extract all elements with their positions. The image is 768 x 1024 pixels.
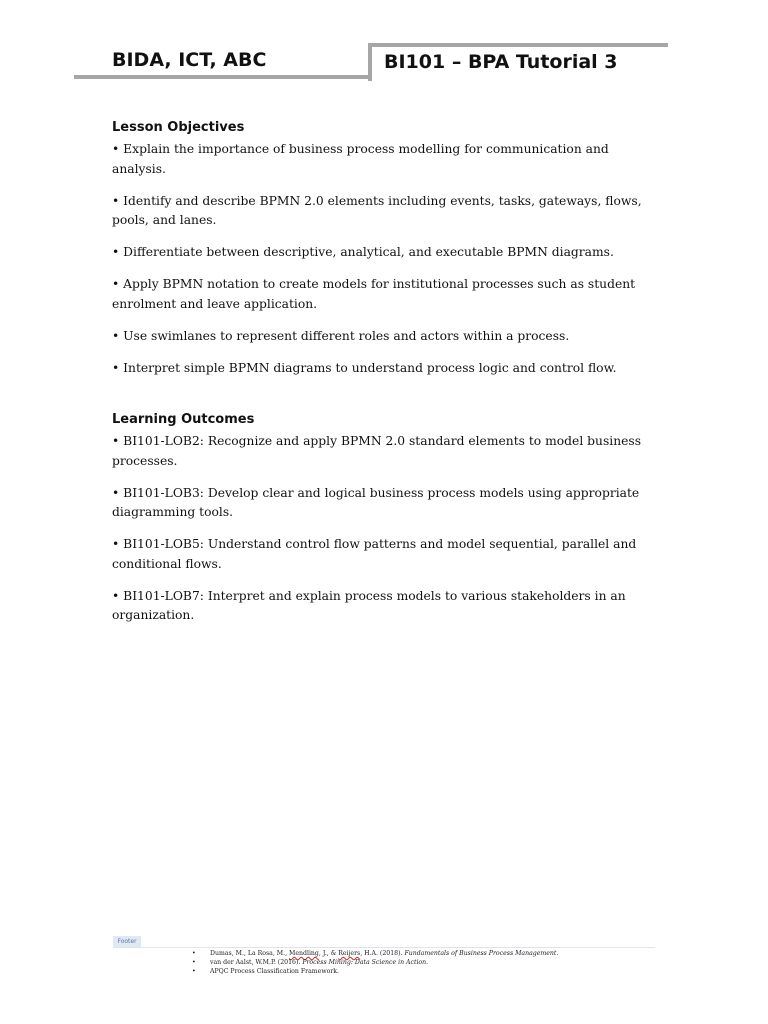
lesson-objectives-heading: Lesson Objectives [112,120,245,135]
outcome-item: • BI101-LOB5: Understand control flow patterns and model sequential, parallel and conditional flows. [112,537,637,571]
bullet: • [192,959,196,966]
ref1-authors-c: , J., & [318,950,339,957]
learning-outcomes-section [112,411,652,638]
ref3-text: APQC Process Classification Framework. [210,968,340,975]
header-left-title: BIDA, ICT, ABC [112,49,267,71]
ref1-author-mendling: Mendling [289,950,319,957]
ref2-authors: van der Aalst, W.M.P. (2016). [210,959,303,966]
reference-item [192,967,558,976]
learning-outcomes-heading: Learning Outcomes [112,412,255,427]
objective-item: • Apply BPMN notation to create models for institutional processes such as student enrolment and leave application. [112,277,636,311]
outcome-item: • BI101-LOB7: Interpret and explain process models to various stakeholders in an organization. [112,588,626,622]
footer-tag[interactable]: Footer [113,936,141,948]
ref1-author-reijers: Reijers [338,950,361,957]
bullet: • [192,950,196,957]
header-right-title: BI101 – BPA Tutorial 3 [384,51,618,73]
header-right-cell [368,43,668,81]
ref2-title: Process Mining: Data Science in Action. [302,959,429,966]
header-left-cell [74,43,368,79]
lesson-objectives-section [112,119,652,391]
outcome-item: • BI101-LOB3: Develop clear and logical business process models using appropriate diagramming tools. [112,485,640,519]
bullet: • [192,968,196,975]
reference-item [192,958,558,967]
objective-item: • Identify and describe BPMN 2.0 elements including events, tasks, gateways, flows, pools, and lanes. [112,193,642,227]
ref1-authors-e: , H.A. (2018). [360,950,405,957]
objective-item: • Explain the importance of business process modelling for communication and analysis. [112,142,609,176]
outcome-item: • BI101-LOB2: Recognize and apply BPMN 2.0 standard elements to model business processes. [112,434,642,468]
objective-item: • Interpret simple BPMN diagrams to understand process logic and control flow. [112,360,617,375]
reference-item [192,949,558,958]
objective-item: • Differentiate between descriptive, analytical, and executable BPMN diagrams. [112,245,614,259]
reference-list [192,949,558,976]
objective-item: • Use swimlanes to represent different roles and actors within a process. [112,328,570,343]
ref1-title: Fundamentals of Business Process Management. [404,950,559,957]
footer-divider [113,947,655,948]
ref1-authors-a: Dumas, M., La Rosa, M., [210,950,290,957]
